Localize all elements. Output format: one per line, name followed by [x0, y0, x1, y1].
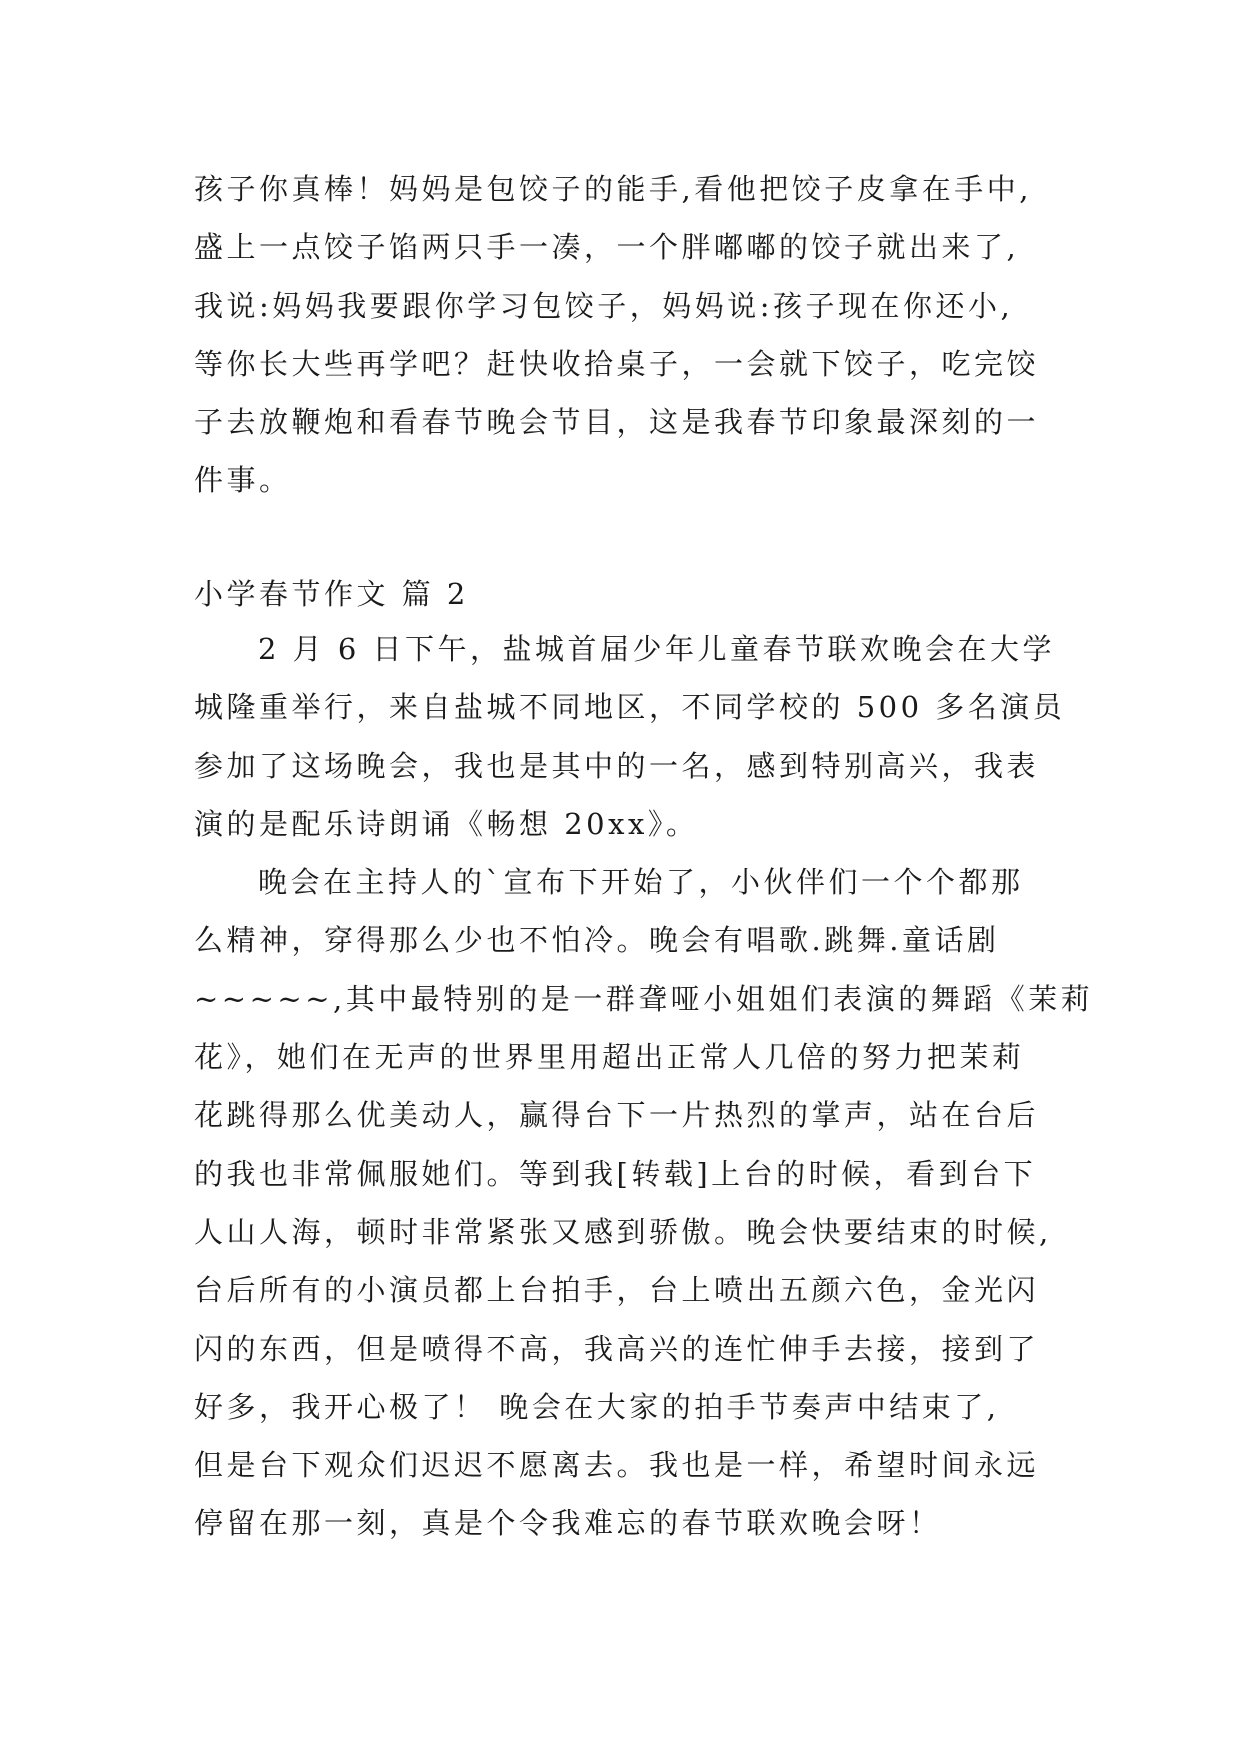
article-body [194, 620, 1094, 1553]
text-line: 闪的东西，但是喷得不高，我高兴的连忙伸手去接，接到了 [194, 1331, 1040, 1366]
section-title: 小学春节作文 篇 2 [194, 577, 469, 611]
text-line: 花》，她们在无声的世界里用超出正常人几倍的努力把茉莉 [194, 1040, 1025, 1075]
text-line: 孩子你真棒！妈妈是包饺子的能手,看他把饺子皮拿在手中, [194, 172, 1032, 206]
text-line: ~~~~~,其中最特别的是一群聋哑小姐姐们表演的舞蹈《茉莉 [194, 981, 1094, 1016]
text-line: 么精神，穿得那么少也不怕冷。晚会有唱歌.跳舞.童话剧 [194, 923, 1000, 958]
text-line: 花跳得那么优美动人，赢得台下一片热烈的掌声，站在台后 [194, 1098, 1040, 1133]
text-line: 城隆重举行，来自盐城不同地区，不同学校的 500 多名演员 [194, 690, 1066, 725]
text-line: 等你长大些再学吧？赶快收拾桌子，一会就下饺子，吃完饺 [194, 346, 1040, 381]
text-line: 盛上一点饺子馅两只手一凑，一个胖嘟嘟的饺子就出来了, [194, 230, 1020, 265]
text-line: 参加了这场晚会，我也是其中的一名，感到特别高兴，我表 [194, 748, 1040, 783]
text-line: 演的是配乐诗朗诵《畅想 20xx》。 [194, 806, 699, 841]
text-line: 2 月 6 日下午，盐城首届少年儿童春节联欢晚会在大学 [258, 632, 1056, 666]
text-line: 人山人海，顿时非常紧张又感到骄傲。晚会快要结束的时候, [194, 1214, 1052, 1249]
text-line: 台后所有的小演员都上台拍手，台上喷出五颜六色，金光闪 [194, 1273, 1040, 1308]
text-line: 子去放鞭炮和看春节晚会节目，这是我春节印象最深刻的一 [194, 405, 1040, 440]
text-line: 但是台下观众们迟迟不愿离去。我也是一样，希望时间永远 [194, 1448, 1040, 1483]
text-line: 晚会在主持人的`宣布下开始了，小伙伴们一个个都那 [258, 865, 1024, 900]
text-line: 我说:妈妈我要跟你学习包饺子，妈妈说:孩子现在你还小, [194, 288, 1014, 323]
text-line: 的我也非常佩服她们。等到我[转载]上台的时候，看到台下 [194, 1156, 1037, 1191]
text-line: 停留在那一刻，真是个令我难忘的春节联欢晚会呀！ [194, 1506, 942, 1541]
text-line: 件事。 [194, 463, 292, 498]
paragraph-continued [194, 160, 1074, 510]
text-line: 好多，我开心极了！ 晚会在大家的拍手节奏声中结束了, [194, 1389, 1000, 1424]
